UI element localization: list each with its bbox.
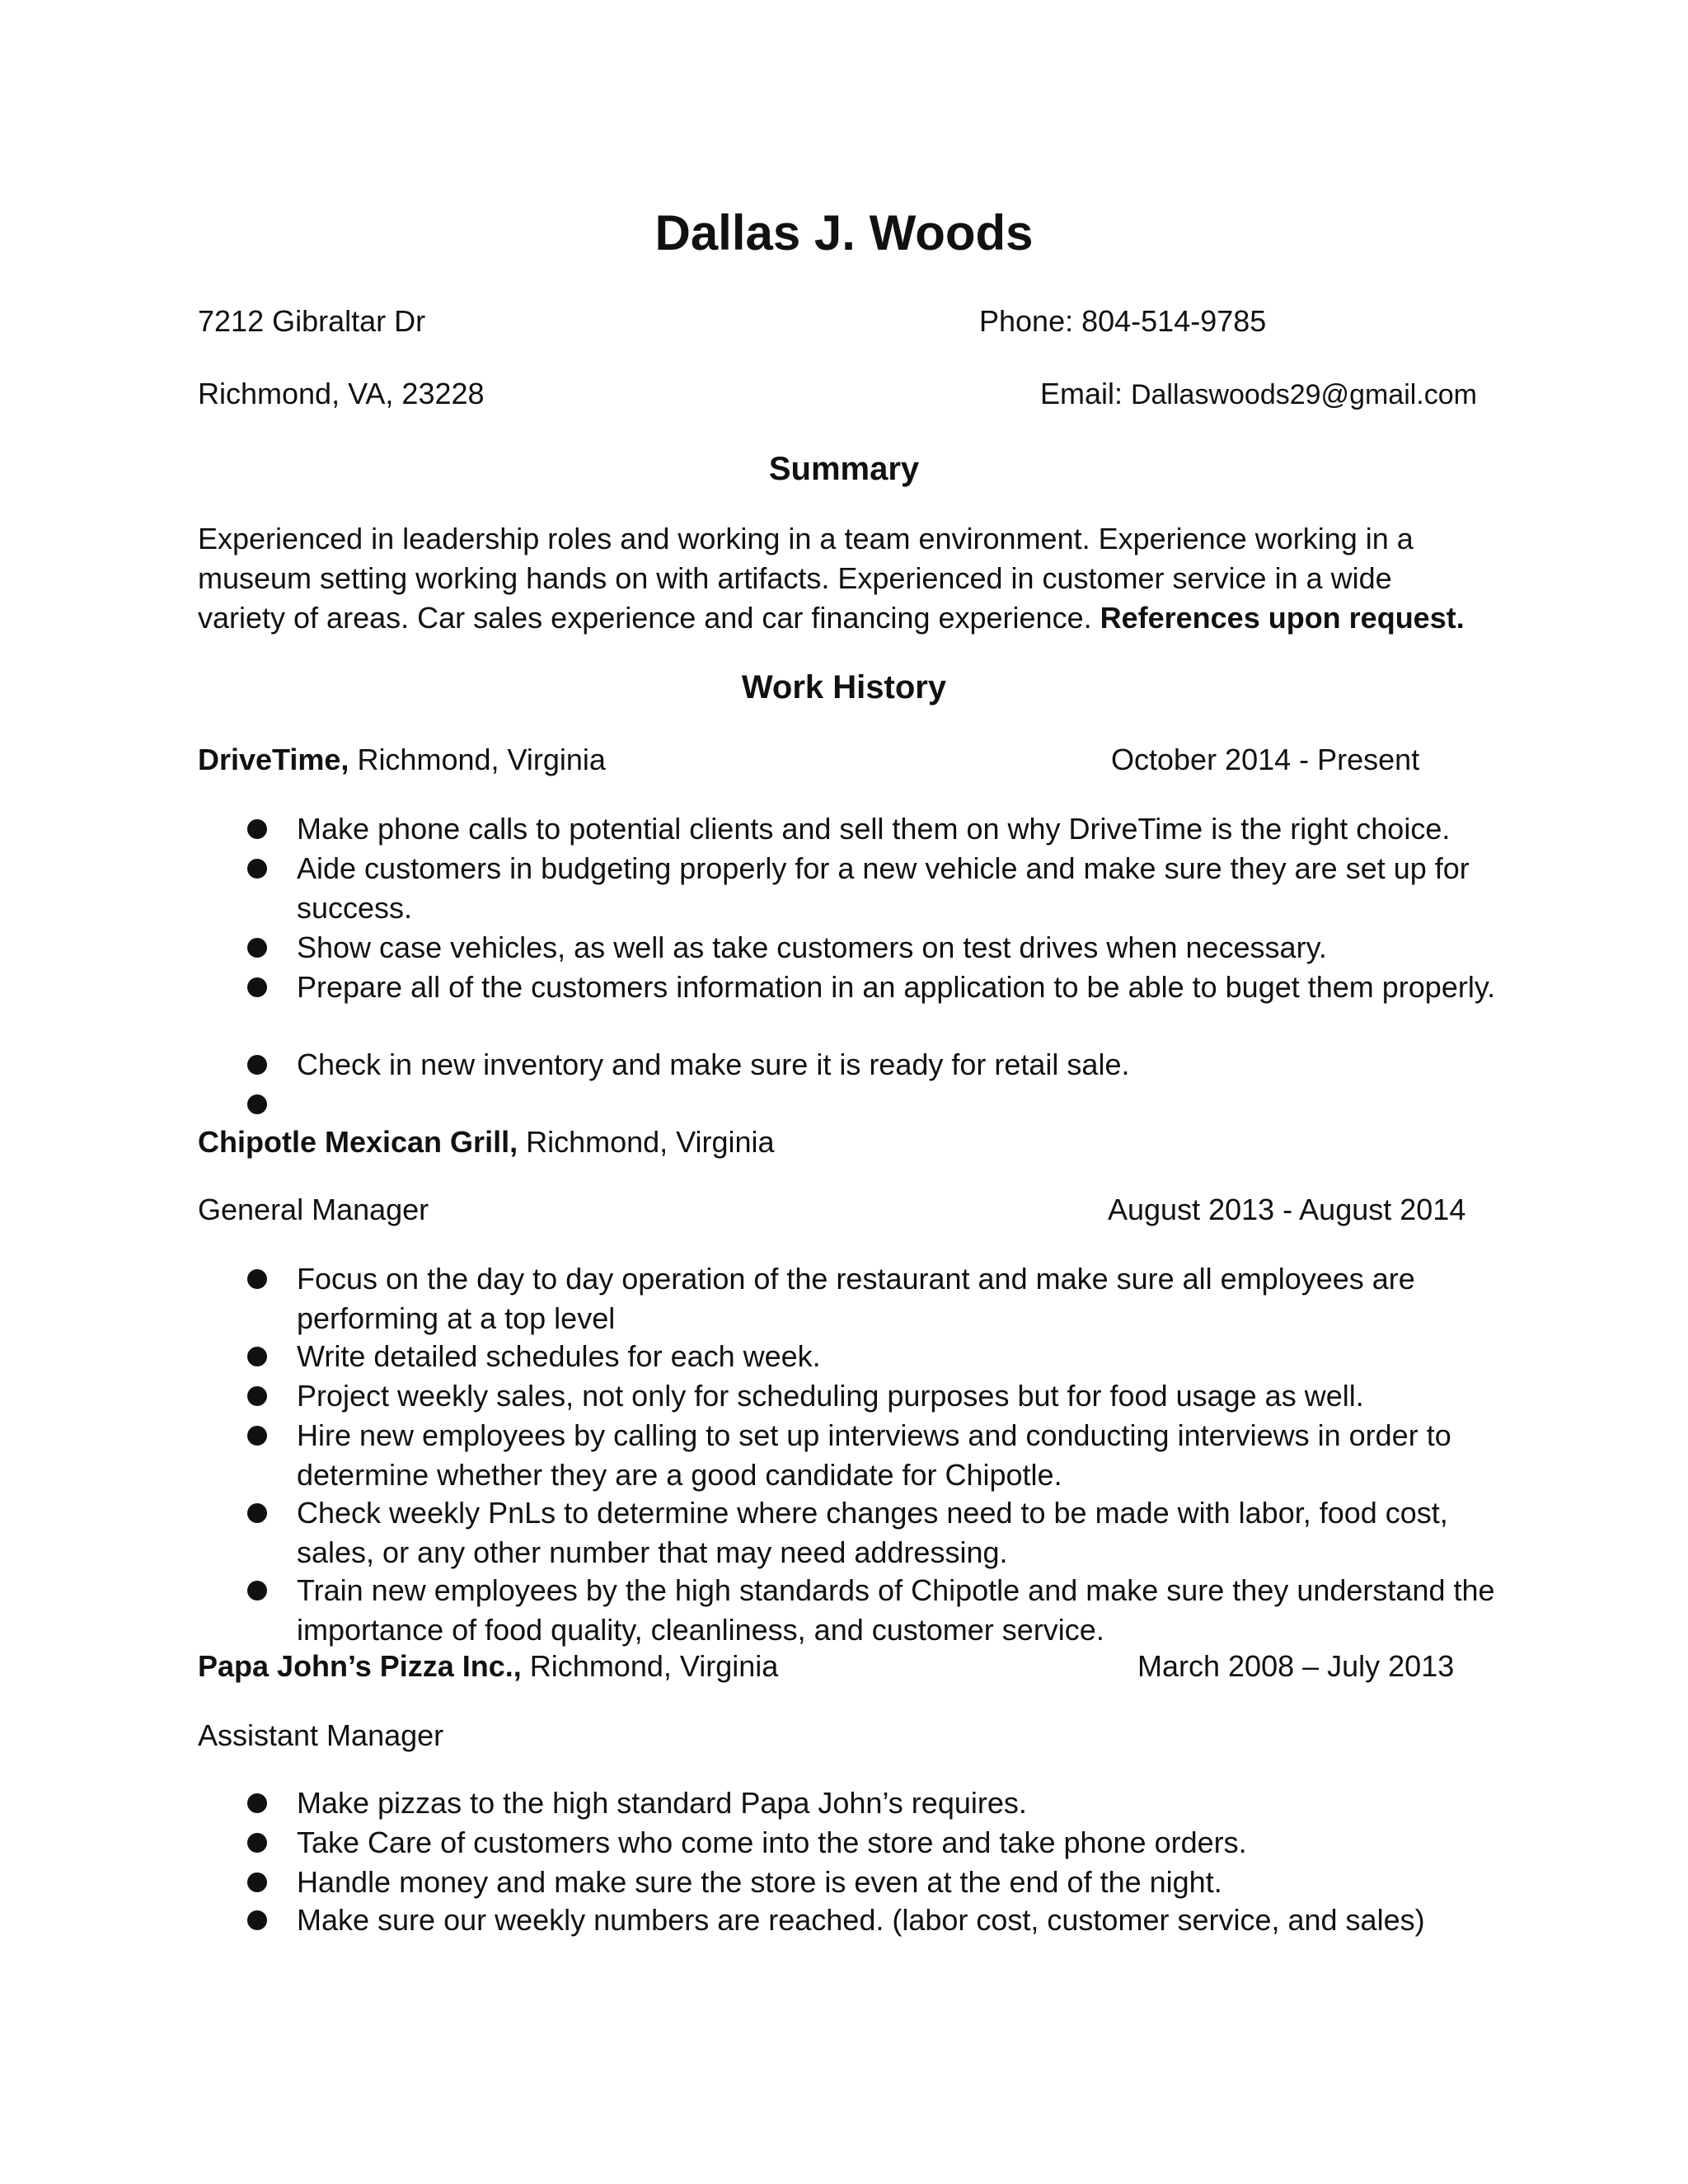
list-item: Check weekly PnLs to determine where changes need to be made with labor, food cost, sales, or any other number that may need addressing. [297, 1496, 1448, 1569]
bullet-icon [247, 1872, 267, 1892]
bullet-icon [247, 1910, 267, 1930]
list-item: Show case vehicles, as well as take customers on test drives when necessary. [297, 930, 1327, 964]
summary-references: References upon request. [1100, 601, 1465, 635]
list-item: Make pizzas to the high standard Papa John’s requires. [297, 1786, 1027, 1820]
list-item: Project weekly sales, not only for scheduling purposes but for food usage as well. [297, 1379, 1364, 1413]
job-title: Assistant Manager [198, 1718, 444, 1752]
work-history-heading: Work History [741, 669, 947, 705]
summary-text [198, 519, 1484, 638]
email-line [1040, 374, 1477, 415]
list-item: Hire new employees by calling to set up interviews and conducting interviews in order to determine whether they are a good candidate for Chipotle. [297, 1418, 1451, 1492]
bullet-icon [247, 977, 267, 997]
list-item: Focus on the day to day operation of the restaurant and make sure all employees are performing at a top level [297, 1262, 1415, 1335]
bullet-icon [247, 1833, 267, 1853]
job-dates: August 2013 - August 2014 [1108, 1193, 1466, 1226]
bullet-icon [247, 1386, 267, 1406]
job-company: Chipotle Mexican Grill, [198, 1125, 518, 1159]
phone: Phone: 804-514-9785 [979, 304, 1267, 338]
list-item: Make phone calls to potential clients and sell them on why DriveTime is the right choice. [297, 812, 1451, 846]
bullet-icon [247, 1426, 267, 1446]
bullet-icon [247, 938, 267, 958]
job-location: Richmond, Virginia [349, 743, 606, 776]
job-header-papajohns [198, 1647, 778, 1686]
summary-heading: Summary [768, 451, 920, 487]
job-header-drivetime [198, 740, 606, 780]
list-item: Train new employees by the high standards of Chipotle and make sure they understand the importance of food quality, cleanliness, and customer service. [297, 1573, 1495, 1647]
address-city: Richmond, VA, 23228 [198, 377, 485, 410]
bullet-icon [247, 1581, 267, 1601]
bullet-icon [247, 1269, 267, 1289]
job-company: DriveTime, [198, 743, 349, 776]
email-label: Email: [1039, 377, 1131, 410]
job-location: Richmond, Virginia [518, 1125, 775, 1159]
job-title: General Manager [198, 1193, 429, 1226]
list-item: Check in new inventory and make sure it is ready for retail sale. [297, 1047, 1130, 1081]
list-item: Aide customers in budgeting properly for a new vehicle and make sure they are set up for success. [297, 851, 1470, 925]
job-dates: March 2008 – July 2013 [1137, 1649, 1455, 1683]
job-header-chipotle [198, 1122, 775, 1162]
summary-body: Experienced in leadership roles and working in a team environment. Experience working in a museum setting working hands on with artifacts. Experienced in customer service in a wide variety of areas. Car sales experience and car financing experience. [198, 522, 1414, 635]
list-item: Take Care of customers who come into the store and take phone orders. [297, 1825, 1247, 1859]
resume-name: Dallas J. Woods [654, 205, 1034, 260]
bullet-icon [247, 1094, 267, 1114]
list-item: Prepare all of the customers information in an application to be able to buget them properly. [297, 970, 1496, 1004]
job-location: Richmond, Virginia [521, 1649, 779, 1683]
address-street: 7212 Gibraltar Dr [198, 304, 426, 338]
list-item: Write detailed schedules for each week. [297, 1339, 821, 1373]
job-company: Papa John’s Pizza Inc., [198, 1649, 522, 1683]
list-item: Handle money and make sure the store is even at the end of the night. [297, 1865, 1222, 1899]
bullet-icon [247, 859, 267, 879]
bullet-icon [247, 1055, 267, 1075]
bullet-icon [247, 1793, 267, 1813]
bullet-icon [247, 1503, 267, 1523]
bullet-icon [247, 1347, 267, 1366]
job-dates: October 2014 - Present [1111, 743, 1420, 776]
list-item: Make sure our weekly numbers are reached. (labor cost, customer service, and sales) [297, 1903, 1425, 1937]
email-value: Dallaswoods29@gmail.com [1130, 379, 1477, 410]
bullet-icon [247, 819, 267, 839]
